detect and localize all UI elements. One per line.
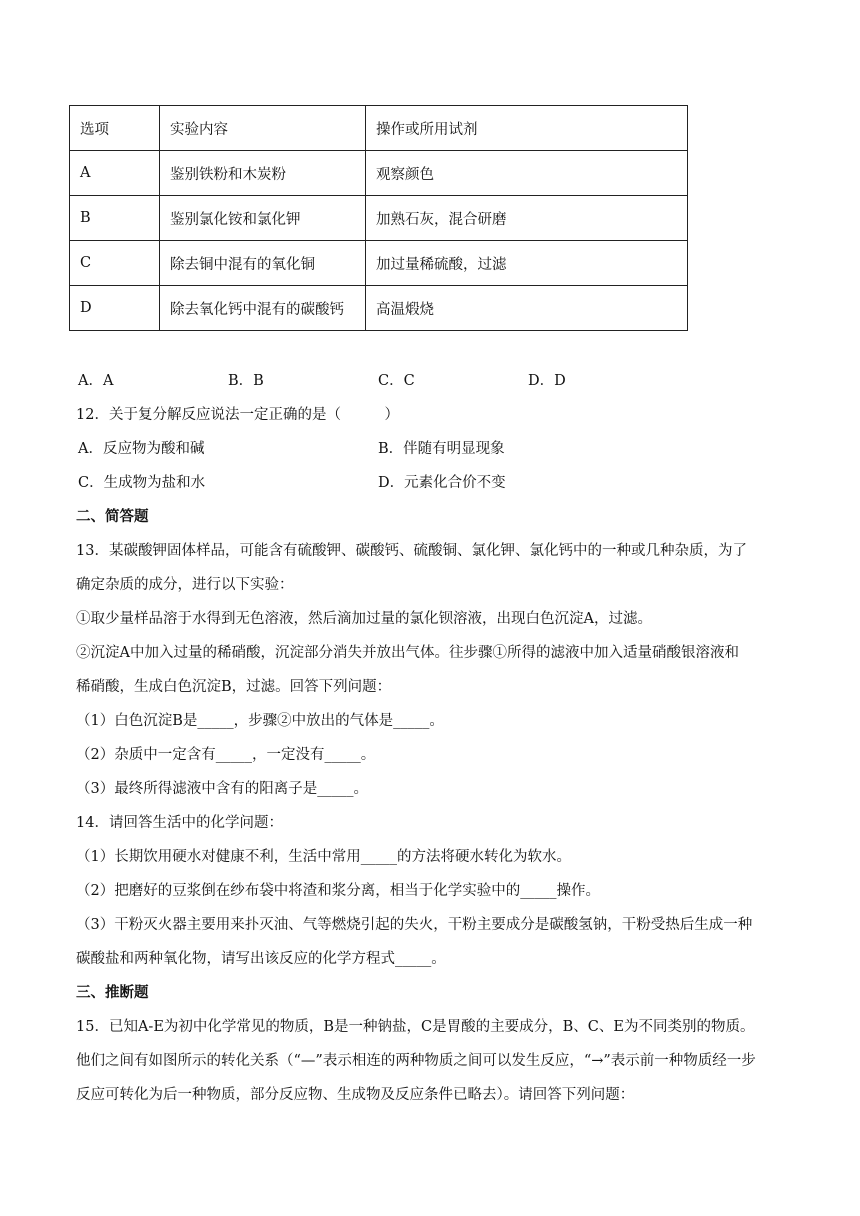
table-row (70, 151, 688, 196)
table-cell: C (70, 241, 160, 286)
q14-stem: 14．请回答生活中的化学问题： (76, 815, 283, 831)
experiment-table (69, 105, 688, 331)
table-cell: 高温煅烧 (366, 286, 688, 331)
table-row (70, 286, 688, 331)
q12-choice-b: B．伴随有明显现象 (378, 441, 505, 457)
table-header-cell: 实验内容 (160, 106, 366, 151)
table-cell: 观察颜色 (366, 151, 688, 196)
section-heading-inference: 三、推断题 (76, 984, 149, 1001)
q14-sub3-line1: （3）干粉灭火器主要用来扑灭油、气等燃烧引起的失火，干粉主要成分是碳酸氢钠，干粉受热后生成一种 (76, 917, 753, 933)
q11-choice-a: A．A (78, 373, 114, 389)
table-header-row (70, 106, 688, 151)
q13-stem-line2: 确定杂质的成分，进行以下实验： (76, 577, 294, 593)
q14-sub3-line2: 碳酸盐和两种氧化物，请写出该反应的化学方程式_____。 (76, 951, 446, 967)
q15-line2: 他们之间有如图所示的转化关系（“—”表示相连的两种物质之间可以发生反应，“→”表示前一种物质经一步 (76, 1053, 756, 1069)
table-header-cell: 操作或所用试剂 (366, 106, 688, 151)
q11-choice-d: D．D (528, 373, 566, 389)
q12-choice-a: A．反应物为酸和碱 (78, 441, 205, 457)
q13-sub1: （1）白色沉淀B是_____，步骤②中放出的气体是_____。 (76, 713, 444, 729)
q13-sub2: （2）杂质中一定含有_____，一定没有_____。 (76, 747, 376, 763)
table-cell: 鉴别铁粉和木炭粉 (160, 151, 366, 196)
q13-stem-line1: 13．某碳酸钾固体样品，可能含有硫酸钾、碳酸钙、硫酸铜、氯化钾、氯化钙中的一种或几种杂质，为了 (76, 543, 747, 559)
q14-sub1: （1）长期饮用硬水对健康不利，生活中常用_____的方法将硬水转化为软水。 (76, 849, 571, 865)
table-cell: A (70, 151, 160, 196)
q11-choice-b: B．B (228, 373, 264, 389)
table-cell: 加过量稀硫酸，过滤 (366, 241, 688, 286)
q13-sub3: （3）最终所得滤液中含有的阳离子是_____。 (76, 781, 368, 797)
table-header-cell: 选项 (70, 106, 160, 151)
q12-choice-c: C．生成物为盐和水 (78, 475, 206, 491)
q15-line1: 15．已知A-E为初中化学常见的物质，B是一种钠盐，C是胃酸的主要成分，B、C、E为不同类别的物质。 (76, 1019, 755, 1035)
table-cell: 除去氧化钙中混有的碳酸钙 (160, 286, 366, 331)
q11-choice-c: C．C (378, 373, 415, 389)
table-cell: B (70, 196, 160, 241)
table-row (70, 241, 688, 286)
table-cell: 加熟石灰，混合研磨 (366, 196, 688, 241)
q13-step1: ①取少量样品溶于水得到无色溶液，然后滴加过量的氯化钡溶液，出现白色沉淀A，过滤。 (76, 611, 652, 627)
section-heading-short-answer: 二、简答题 (76, 508, 149, 525)
table-cell: D (70, 286, 160, 331)
q13-step2-line2: 稀硝酸，生成白色沉淀B，过滤。回答下列问题： (76, 679, 392, 695)
q15-line3: 反应可转化为后一种物质，部分反应物、生成物及反应条件已略去）。请回答下列问题： (76, 1087, 635, 1103)
q12-choice-d: D．元素化合价不变 (378, 475, 506, 491)
q12-stem: 12．关于复分解反应说法一定正确的是（ ） (76, 407, 399, 423)
table-row (70, 196, 688, 241)
table-cell: 除去铜中混有的氧化铜 (160, 241, 366, 286)
q14-sub2: （2）把磨好的豆浆倒在纱布袋中将渣和浆分离，相当于化学实验中的_____操作。 (76, 883, 600, 899)
table-cell: 鉴别氯化铵和氯化钾 (160, 196, 366, 241)
q13-step2-line1: ②沉淀A中加入过量的稀硝酸，沉淀部分消失并放出气体。往步骤①所得的滤液中加入适量硝酸银溶液和 (76, 645, 739, 661)
